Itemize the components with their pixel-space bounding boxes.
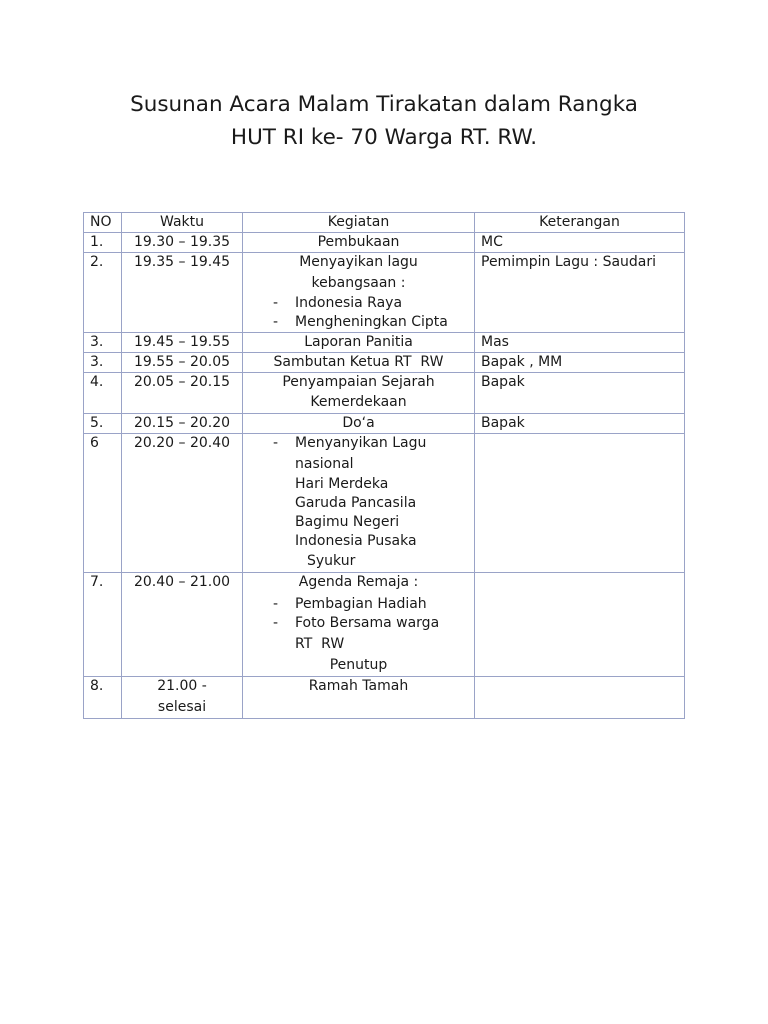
- cell-time: 20.40 – 21.00: [122, 573, 243, 677]
- cell-time: 20.05 – 20.15: [122, 373, 243, 414]
- cell-time: 19.35 – 19.45: [122, 253, 243, 333]
- activity-list: [249, 434, 468, 453]
- cell-activity: Pembukaan: [243, 233, 475, 253]
- cell-time: 19.45 – 19.55: [122, 333, 243, 353]
- activity-list: [249, 294, 468, 332]
- cell-time: 20.20 – 20.40: [122, 434, 243, 573]
- cell-activity: [243, 253, 475, 333]
- time-line: selesai: [157, 699, 207, 715]
- header-no: NO: [84, 213, 122, 233]
- cell-activity: [243, 573, 475, 677]
- cell-activity: [243, 434, 475, 573]
- table-row: [84, 333, 685, 353]
- title-line-2: HUT RI ke- 70 Warga RT. RW.: [230, 125, 538, 150]
- cell-time: 20.15 – 20.20: [122, 414, 243, 434]
- table-row: [84, 233, 685, 253]
- activity-sub-line: RT RW: [295, 636, 345, 652]
- document-title: [0, 88, 768, 154]
- activity-sub-line: Garuda Pancasila: [295, 495, 417, 511]
- cell-no: 1.: [84, 233, 122, 253]
- header-note: Keterangan: [475, 213, 685, 233]
- cell-no: 8.: [84, 677, 122, 719]
- activity-sub-line: Syukur: [307, 553, 356, 569]
- cell-note: [475, 573, 685, 677]
- table-row: [84, 434, 685, 573]
- cell-activity: Laporan Panitia: [243, 333, 475, 353]
- cell-activity: Ramah Tamah: [243, 677, 475, 719]
- list-item: - Indonesia Raya: [249, 294, 468, 313]
- cell-no: 7.: [84, 573, 122, 677]
- table-row: [84, 373, 685, 414]
- activity-sub-line: Hari Merdeka: [295, 476, 389, 492]
- activity-sub-line: nasional: [295, 456, 354, 472]
- list-item: - Pembagian Hadiah: [249, 595, 468, 614]
- cell-no: 4.: [84, 373, 122, 414]
- activity-sub-line: Bagimu Negeri: [295, 514, 400, 530]
- cell-note: Mas: [475, 333, 685, 353]
- title-line-1: Susunan Acara Malam Tirakatan dalam Rangka: [130, 92, 638, 117]
- header-time: Waktu: [122, 213, 243, 233]
- table-row: [84, 353, 685, 373]
- activity-sub-line: Indonesia Pusaka: [295, 533, 417, 549]
- cell-note: Bapak: [475, 414, 685, 434]
- cell-activity: [243, 373, 475, 414]
- cell-no: 3.: [84, 333, 122, 353]
- activity-heading: Agenda Remaja :: [298, 574, 419, 590]
- cell-no: 6: [84, 434, 122, 573]
- cell-time: 19.55 – 20.05: [122, 353, 243, 373]
- activity-line: Menyayikan lagu: [299, 254, 418, 270]
- schedule-table: [83, 212, 685, 719]
- cell-note: Bapak , MM: [475, 353, 685, 373]
- cell-note: Pemimpin Lagu : Saudari: [475, 253, 685, 333]
- header-activity: Kegiatan: [243, 213, 475, 233]
- cell-no: 3.: [84, 353, 122, 373]
- table-row: [84, 677, 685, 719]
- cell-note: Bapak: [475, 373, 685, 414]
- cell-note: MC: [475, 233, 685, 253]
- activity-line: kebangsaan :: [311, 275, 406, 291]
- list-item: - Foto Bersama warga: [249, 614, 468, 633]
- table-header-row: [84, 213, 685, 233]
- time-line: 21.00 -: [157, 678, 207, 694]
- activity-sub-line: Penutup: [329, 657, 388, 673]
- activity-line: Kemerdekaan: [310, 394, 407, 410]
- cell-activity: Do‘a: [243, 414, 475, 434]
- cell-note: [475, 434, 685, 573]
- list-item: - Menyanyikan Lagu: [249, 434, 468, 453]
- list-item: - Mengheningkan Cipta: [249, 313, 468, 332]
- table-row: [84, 414, 685, 434]
- cell-time: 19.30 – 19.35: [122, 233, 243, 253]
- cell-activity: Sambutan Ketua RT RW: [243, 353, 475, 373]
- cell-note: [475, 677, 685, 719]
- table-row: [84, 253, 685, 333]
- cell-no: 5.: [84, 414, 122, 434]
- activity-line: Penyampaian Sejarah: [282, 374, 435, 390]
- table-row: [84, 573, 685, 677]
- cell-no: 2.: [84, 253, 122, 333]
- activity-list: [249, 595, 468, 633]
- cell-time: [122, 677, 243, 719]
